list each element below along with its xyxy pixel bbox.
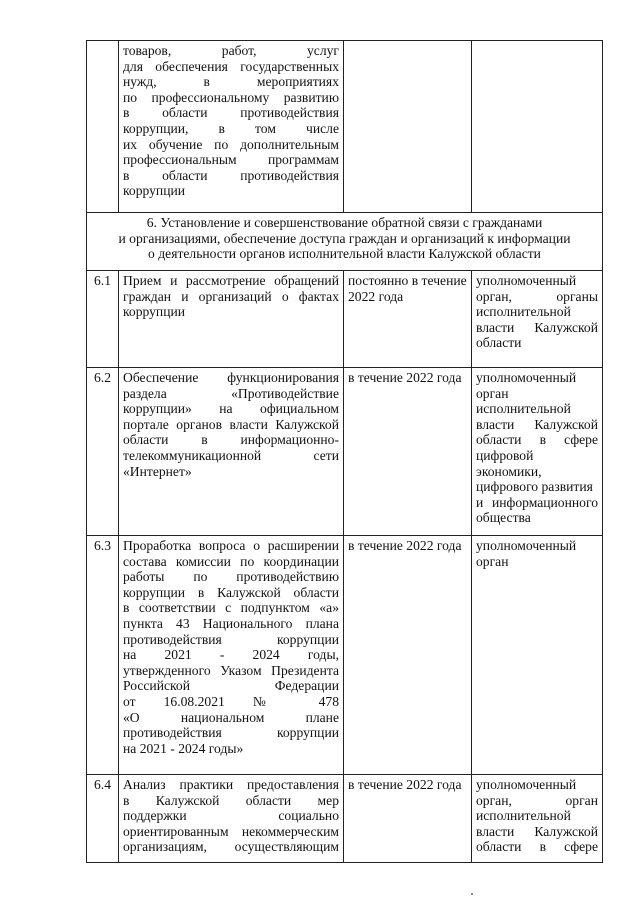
text-line: для обеспечения государственных	[123, 58, 339, 74]
table-row	[87, 41, 603, 213]
text-line: их обучение по дополнительным	[123, 136, 339, 152]
text-line: орган	[476, 553, 509, 569]
text-line: исполнительной	[476, 304, 571, 320]
text-line: власти Калужской	[476, 823, 598, 839]
text-line: раздела «Противодействие	[123, 385, 339, 401]
text-line: работы по противодействию	[123, 569, 339, 585]
text-line: уполномоченный	[476, 370, 577, 385]
text-line: коррупции, в том числе	[123, 120, 339, 136]
text-line: организациям, осуществляющим	[123, 839, 339, 855]
text-line: Российской Федерации	[123, 678, 339, 694]
text-line: и информационного	[476, 494, 598, 510]
text-line: коррупции в Калужской области	[123, 584, 339, 600]
text-line: в соответствии с подпунктом «а»	[123, 600, 339, 616]
section-heading	[87, 213, 603, 271]
responsible-cell	[472, 41, 603, 213]
text-line: товаров, работ, услуг	[123, 43, 339, 58]
text-line: коррупции» на официальном	[123, 401, 339, 417]
text-line: исполнительной	[476, 401, 571, 417]
text-line: области в сфере	[476, 432, 598, 448]
term-cell	[344, 271, 472, 368]
action-cell	[119, 536, 344, 775]
text-line: уполномоченный	[476, 777, 577, 792]
term-cell	[344, 368, 472, 536]
text-line: по профессиональному развитию	[123, 89, 339, 105]
text-line: власти Калужской	[476, 416, 598, 432]
text-line: в Калужской области мер	[123, 792, 339, 808]
row-number-cell: 6.4	[87, 775, 119, 863]
section-heading-line: о деятельности органов исполнительной власти Калужской области	[148, 246, 541, 262]
row-number-cell	[87, 41, 119, 213]
term-cell	[344, 775, 472, 863]
table-row	[87, 271, 603, 368]
section-heading-line: 6. Установление и совершенствование обратной связи с гражданами	[146, 215, 543, 230]
text-line: области в сфере	[476, 839, 598, 855]
action-cell	[119, 775, 344, 863]
text-line: «О национальном плане	[123, 709, 339, 725]
text-line: орган	[476, 385, 509, 401]
text-line: власти Калужской	[476, 319, 598, 335]
text-line: Проработка вопроса о расширении	[123, 538, 339, 553]
text-line: в течение 2022 года	[348, 370, 462, 385]
text-line: области в информационно-	[123, 432, 339, 448]
text-line: экономики,	[476, 463, 542, 479]
text-line: профессиональным программам	[123, 152, 339, 168]
text-line: в области противодействия	[123, 167, 339, 183]
section-heading-line: и организациями, обеспечение доступа граждан и организаций к информации	[118, 230, 571, 246]
table-row	[87, 775, 603, 863]
text-line: от 16.08.2021 № 478	[123, 693, 339, 709]
row-number-cell: 6.3	[87, 536, 119, 775]
text-line: 2022 года	[348, 288, 404, 304]
text-line: в течение 2022 года	[348, 777, 462, 792]
term-cell	[344, 536, 472, 775]
text-line: ориентированным некоммерческим	[123, 823, 339, 839]
anti-corruption-plan-table	[86, 40, 603, 863]
text-line: противодействия коррупции	[123, 631, 339, 647]
text-line: коррупции	[123, 183, 186, 199]
scan-speck	[471, 893, 473, 895]
text-line: Прием и рассмотрение обращений	[123, 273, 339, 288]
responsible-cell	[472, 536, 603, 775]
text-line: противодействия коррупции	[123, 725, 339, 741]
text-line: в течение 2022 года	[348, 538, 462, 553]
text-line: уполномоченный	[476, 538, 577, 553]
text-line: Анализ практики предоставления	[123, 777, 339, 792]
text-line: исполнительной	[476, 808, 571, 824]
text-line: уполномоченный	[476, 273, 577, 288]
table-row	[87, 536, 603, 775]
text-line: граждан и организаций о фактах	[123, 288, 339, 304]
action-cell	[119, 368, 344, 536]
text-line: «Интернет»	[123, 463, 192, 479]
text-line: коррупции	[123, 304, 186, 320]
text-line: портале органов власти Калужской	[123, 416, 339, 432]
table-row	[87, 368, 603, 536]
text-line: нужд, в мероприятиях	[123, 74, 339, 90]
text-line: поддержки социально	[123, 808, 339, 824]
text-line: общества	[476, 510, 531, 526]
responsible-cell	[472, 368, 603, 536]
action-cell	[119, 41, 344, 213]
action-cell	[119, 271, 344, 368]
text-line: постоянно в течение	[348, 273, 467, 288]
text-line: цифровой	[476, 447, 534, 463]
text-line: на 2021 - 2024 годы»	[123, 740, 244, 756]
text-line: в области противодействия	[123, 105, 339, 121]
text-line: телекоммуникационной сети	[123, 447, 339, 463]
text-line: пункта 43 Национального плана	[123, 615, 339, 631]
text-line: на 2021 - 2024 годы,	[123, 647, 339, 663]
responsible-cell	[472, 271, 603, 368]
text-line: области	[476, 335, 522, 351]
section-header-row	[87, 213, 603, 271]
row-number-cell: 6.2	[87, 368, 119, 536]
text-line: орган, органы	[476, 288, 598, 304]
text-line: орган, орган	[476, 792, 598, 808]
responsible-cell	[472, 775, 603, 863]
text-line: состава комиссии по координации	[123, 553, 339, 569]
term-cell	[344, 41, 472, 213]
text-line: цифрового развития	[476, 479, 593, 495]
text-line: утвержденного Указом Президента	[123, 662, 339, 678]
row-number-cell: 6.1	[87, 271, 119, 368]
text-line: Обеспечение функционирования	[123, 370, 339, 385]
